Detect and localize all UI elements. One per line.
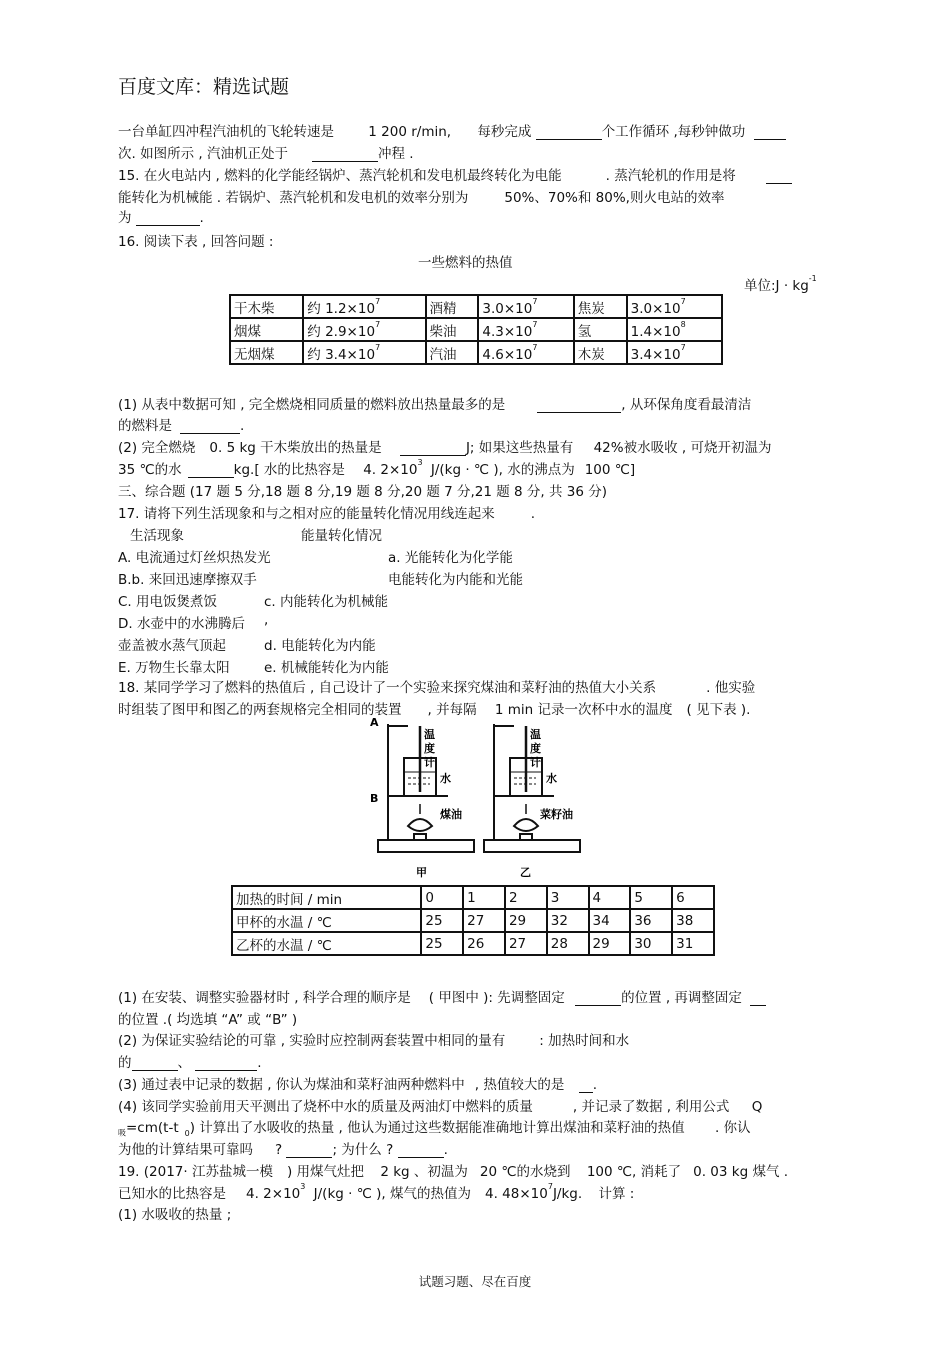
p17-phenomenon: 壶盖被水蒸气顶起: [118, 638, 226, 654]
temp-table-cell: 31: [672, 932, 714, 955]
thermo-char-2b: 度: [530, 742, 541, 755]
temp-table-cell: 36: [630, 909, 672, 932]
p15-line1: 15. 在火电站内 , 燃料的化学能经锅炉、蒸汽轮机和发电机最终转化为电能 . 蒸汽轮机的作用是将: [118, 164, 792, 184]
fuel-table-cell: 焦炭: [574, 295, 627, 318]
p19-line2: 已知水的比热容是 4. $2\times 10^3$ J/(kg · ℃ ), 煤气的热值为 4. $48\times 10^7J/kg$. 计算 :: [118, 1182, 635, 1202]
temp-table-cell: 28: [547, 932, 589, 955]
fuel-table-title: 一些燃料的热值: [418, 255, 513, 271]
fuel-label-rapeseed: 菜籽油: [540, 808, 573, 821]
thermo-char-1: 温: [424, 728, 435, 741]
fuel-table-row: [230, 318, 722, 341]
temp-table-cell: 3: [547, 886, 589, 909]
temp-table-cell: 25: [421, 932, 463, 955]
water-temperature-table: [231, 885, 715, 956]
temp-table-cell: 25: [421, 909, 463, 932]
p19-line3: (1) 水吸收的热量 ;: [118, 1207, 232, 1223]
p17-phenomenon: E. 万物生长靠太阳: [118, 660, 230, 676]
p17-energy-conversion: e. 机械能转化为内能: [264, 660, 389, 676]
p14-line2: 次. 如图所示 , 汽油机正处于 冲程 .: [118, 146, 414, 162]
p18-q4-line2: $_吸$=cm(t-t $_0$) 计算出了水吸收的热量 , 他认为通过这些数据能准确地计算出煤油和菜籽油的热值 . 你认: [118, 1120, 751, 1138]
water-label-jia: 水: [440, 772, 451, 785]
temp-table-cell: 32: [547, 909, 589, 932]
temp-table-cell: 29: [505, 909, 547, 932]
fuel-table-cell: 约 $2.9\times 10^7$: [303, 318, 425, 341]
fuel-table-cell: 汽油: [426, 341, 479, 364]
water-label-yi: 水: [546, 772, 557, 785]
temp-table-cell: 30: [630, 932, 672, 955]
fuel-table-cell: $3.0\times 10^7$: [627, 295, 722, 318]
thermo-char-3: 计: [424, 756, 435, 769]
p17-phenomenon: C. 用电饭煲煮饭: [118, 594, 218, 610]
temp-table-cell: 34: [589, 909, 631, 932]
fuel-table-cell: 约 $1.2\times 10^7$: [303, 295, 425, 318]
p17-energy-conversion: d. 电能转化为内能: [264, 638, 376, 654]
temp-table-cell: 4: [589, 886, 631, 909]
p16-q2-line2: 35 ℃的水 kg.[ 水的比热容是 4. $2\times 10^3$ J/(kg · ℃ ), 水的沸点为 100 ℃]: [118, 458, 636, 478]
caption-jia: 甲: [416, 866, 427, 879]
fuel-table-cell: 干木柴: [230, 295, 303, 318]
p16-q2-line1: (2) 完全燃烧 0. 5 kg 干木柴放出的热量是 J; 如果这些热量有 42%被水吸收 , 可烧开初温为: [118, 440, 772, 456]
p17-energy-conversion: c. 内能转化为机械能: [264, 594, 389, 610]
temp-table-cell: 1: [463, 886, 505, 909]
p18-q2-line1: (2) 为保证实验结论的可靠 , 实验时应控制两套装置中相同的量有 : 加热时间和水: [118, 1033, 630, 1049]
temp-table-cell: 0: [421, 886, 463, 909]
p16-q1-line2: 的燃料是 .: [118, 418, 245, 434]
p15-line2: 能转化为机械能 . 若锅炉、蒸汽轮机和发电机的效率分别为 50%、70%和 80%,则火电站的效率: [118, 190, 725, 206]
temp-table-cell: 乙杯的水温 / ℃: [232, 932, 421, 955]
p16-q1-line1: (1) 从表中数据可知 , 完全燃烧相同质量的燃料放出热量最多的是 , 从环保角度看最清洁: [118, 397, 752, 413]
p18-q1-line1: (1) 在安装、调整实验器材时 , 科学合理的顺序是 ( 甲图中 ): 先调整固定 的位置 , 再调整固定: [118, 986, 766, 1006]
fuel-table-row: [230, 295, 722, 318]
experiment-apparatus-figure: [368, 716, 590, 882]
p17-col1-header: 生活现象: [130, 528, 184, 544]
fuel-table-cell: 木炭: [574, 341, 627, 364]
p18-q3: (3) 通过表中记录的数据 , 你认为煤油和菜籽油两种燃料中 , 热值较大的是 .: [118, 1077, 597, 1093]
p17-phenomenon: B.b. 来回迅速摩擦双手: [118, 572, 257, 588]
p19-line1: 19. (2017· 江苏盐城一模 ) 用煤气灶把 2 kg 、初温为 20 ℃的水烧到 100 ℃, 消耗了 0. 03 kg 煤气 .: [118, 1164, 789, 1180]
temp-table-cell: 甲杯的水温 / ℃: [232, 909, 421, 932]
temp-table-cell: 27: [505, 932, 547, 955]
page-header: 百度文库：精选试题: [118, 76, 290, 98]
p18-q4-line1: (4) 该同学实验前用天平测出了烧杯中水的质量及两油灯中燃料的质量 , 并记录了数据 , 利用公式 Q: [118, 1099, 763, 1115]
section-three-heading: 三、综合题 (17 题 5 分,18 题 8 分,19 题 8 分,20 题 7 分,21 题 8 分, 共 36 分): [118, 484, 608, 500]
thermo-char-1b: 温: [530, 728, 541, 741]
temp-table-row: [232, 886, 714, 909]
label-A: A: [370, 716, 379, 729]
p17-energy-conversion: 电能转化为内能和光能: [388, 572, 523, 588]
label-B: B: [370, 792, 379, 805]
fuel-table-row: [230, 341, 722, 364]
fuel-table-cell: $4.6\times 10^7$: [478, 341, 573, 364]
temp-table-row: [232, 932, 714, 955]
p18-line1: 18. 某同学学习了燃料的热值后 , 自己设计了一个实验来探究煤油和菜籽油的热值大小关系 . 他实验: [118, 680, 756, 696]
temp-table-cell: 26: [463, 932, 505, 955]
temp-table-cell: 6: [672, 886, 714, 909]
fuel-table-cell: 烟煤: [230, 318, 303, 341]
temp-table-cell: 2: [505, 886, 547, 909]
fuel-table-unit: 单位:J · $kg^{-1}$: [744, 274, 817, 294]
caption-yi: 乙: [520, 866, 531, 879]
fuel-table-cell: 酒精: [426, 295, 479, 318]
p18-q1-line2: 的位置 .( 均选填 “A” 或 “B” ): [118, 1012, 298, 1028]
p17-phenomenon: D. 水壶中的水沸腾后: [118, 616, 245, 632]
fuel-table-cell: $3.0\times 10^7$: [478, 295, 573, 318]
p17-energy-conversion: ,: [264, 612, 269, 628]
thermo-char-2: 度: [424, 742, 435, 755]
p18-q4-line3: 为他的计算结果可靠吗 ? ; 为什么 ? .: [118, 1142, 448, 1158]
temp-table-cell: 加热的时间 / min: [232, 886, 421, 909]
thermo-char-3b: 计: [530, 756, 541, 769]
fuel-label-kerosene: 煤油: [440, 808, 462, 821]
p16-title: 16. 阅读下表 , 回答问题 :: [118, 234, 274, 250]
temp-table-cell: 38: [672, 909, 714, 932]
p18-q2-line2: 的 、 .: [118, 1055, 262, 1071]
p18-line2: 时组装了图甲和图乙的两套规格完全相同的装置 , 并每隔 1 min 记录一次杯中水的温度 ( 见下表 ).: [118, 702, 751, 718]
temp-table-cell: 29: [589, 932, 631, 955]
fuel-table-cell: 柴油: [426, 318, 479, 341]
p17-title: 17. 请将下列生活现象和与之相对应的能量转化情况用线连起来 .: [118, 506, 536, 522]
p15-line3: 为 .: [118, 210, 204, 226]
fuel-table-cell: 约 $3.4\times 10^7$: [303, 341, 425, 364]
temp-table-cell: 5: [630, 886, 672, 909]
temp-table-cell: 27: [463, 909, 505, 932]
temp-table-row: [232, 909, 714, 932]
fuel-heat-table: [229, 294, 723, 365]
p17-energy-conversion: a. 光能转化为化学能: [388, 550, 513, 566]
fuel-table-cell: $4.3\times 10^7$: [478, 318, 573, 341]
p17-phenomenon: A. 电流通过灯丝炽热发光: [118, 550, 271, 566]
fuel-table-cell: 氢: [574, 318, 627, 341]
p14-line1: 一台单缸四冲程汽油机的飞轮转速是 1 200 r/min, 每秒完成 个工作循环 ,每秒钟做功: [118, 120, 786, 140]
p17-col2-header: 能量转化情况: [301, 528, 382, 544]
fuel-table-cell: 无烟煤: [230, 341, 303, 364]
fuel-table-cell: $3.4\times 10^7$: [627, 341, 722, 364]
page-footer: 试题习题、尽在百度: [418, 1274, 532, 1289]
fuel-table-cell: $1.4\times 10^8$: [627, 318, 722, 341]
